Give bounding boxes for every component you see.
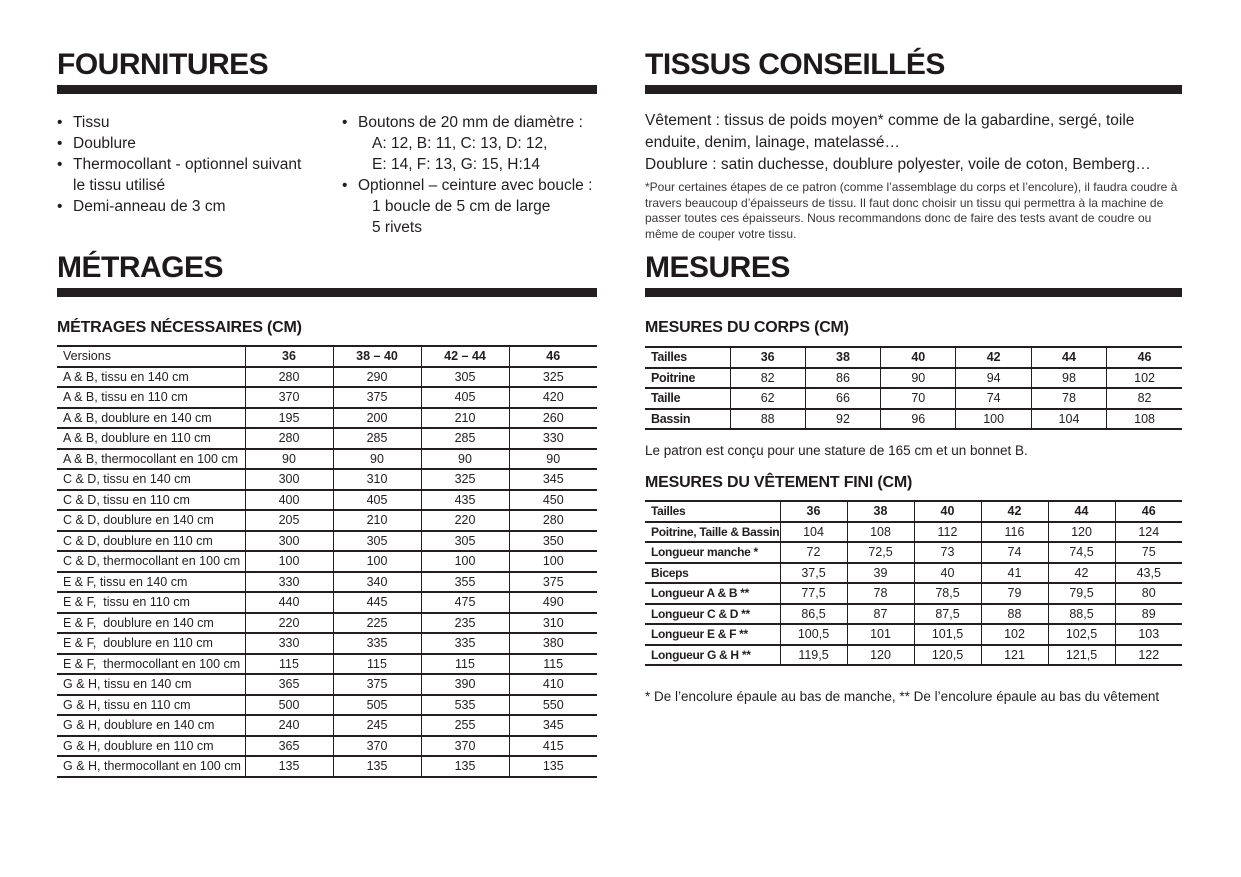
cell-value: 305: [421, 531, 509, 552]
table-row: [645, 409, 1182, 430]
cell-value: 330: [509, 428, 597, 449]
cell-value: 280: [245, 367, 333, 388]
cell-value: 310: [333, 469, 421, 490]
list-item-subline: le tissu utilisé: [73, 177, 166, 194]
table-row: [645, 604, 1182, 625]
column-header: 40: [881, 347, 956, 368]
cell-value: 335: [421, 633, 509, 654]
column-header: 42 – 44: [421, 346, 509, 367]
metrages-table: [57, 345, 597, 778]
cell-value: 122: [1115, 645, 1182, 666]
cell-value: 220: [421, 510, 509, 531]
cell-value: 330: [245, 572, 333, 593]
cell-value: 103: [1115, 624, 1182, 645]
cell-value: 82: [1107, 388, 1182, 409]
cell-value: 77,5: [780, 583, 847, 604]
cell-value: 115: [245, 654, 333, 675]
cell-value: 435: [421, 490, 509, 511]
cell-value: 120: [847, 645, 914, 666]
cell-value: 225: [333, 613, 421, 634]
cell-value: 96: [881, 409, 956, 430]
cell-value: 280: [509, 510, 597, 531]
cell-value: 115: [421, 654, 509, 675]
cell-value: 475: [421, 592, 509, 613]
table-row: [57, 654, 597, 675]
metrages-subtitle: MÉTRAGES NÉCESSAIRES (CM): [57, 319, 302, 336]
cell-value: 450: [509, 490, 597, 511]
table-row: [57, 736, 597, 757]
cell-value: 94: [956, 368, 1031, 389]
cell-value: 340: [333, 572, 421, 593]
cell-value: 98: [1031, 368, 1106, 389]
cell-value: 335: [333, 633, 421, 654]
cell-value: 100,5: [780, 624, 847, 645]
cell-value: 300: [245, 531, 333, 552]
cell-value: 90: [421, 449, 509, 470]
cell-value: 37,5: [780, 563, 847, 584]
list-item: [57, 133, 342, 154]
cell-value: 87: [847, 604, 914, 625]
table-row: [645, 522, 1182, 543]
cell-value: 82: [730, 368, 805, 389]
row-label: E & F, thermocollant en 100 cm: [63, 656, 241, 671]
cell-value: 62: [730, 388, 805, 409]
row-label: Bassin: [651, 411, 691, 426]
row-label: G & H, tissu en 140 cm: [63, 677, 192, 692]
mesures-corps-subtitle: MESURES DU CORPS (CM): [645, 319, 849, 336]
cell-value: 420: [509, 387, 597, 408]
row-label: Poitrine: [651, 370, 696, 385]
corner-label: Tailles: [651, 504, 686, 519]
list-item: [342, 175, 597, 196]
table-row: [645, 645, 1182, 666]
cell-value: 41: [981, 563, 1048, 584]
mesures-fini-subtitle: MESURES DU VÊTEMENT FINI (CM): [645, 474, 913, 491]
column-header: 44: [1048, 501, 1115, 522]
table-row: [645, 583, 1182, 604]
cell-value: 42: [1048, 563, 1115, 584]
cell-value: 79: [981, 583, 1048, 604]
cell-value: 365: [245, 674, 333, 695]
cell-value: 490: [509, 592, 597, 613]
row-label: C & D, doublure en 110 cm: [63, 533, 213, 548]
column-header: 36: [730, 347, 805, 368]
table-row: [57, 572, 597, 593]
table-row: [57, 695, 597, 716]
cell-value: 245: [333, 715, 421, 736]
cell-value: 235: [421, 613, 509, 634]
row-label: E & F, doublure en 110 cm: [63, 636, 213, 651]
bullet-icon: •: [57, 198, 63, 215]
cell-value: 135: [509, 756, 597, 777]
cell-value: 195: [245, 408, 333, 429]
cell-value: 108: [1107, 409, 1182, 430]
cell-value: 86,5: [780, 604, 847, 625]
fournitures-lists: [57, 112, 597, 238]
cell-value: 108: [847, 522, 914, 543]
cell-value: 300: [245, 469, 333, 490]
list-item-text: Thermocollant - optionnel suivant: [73, 156, 302, 173]
metrages-title: MÉTRAGES: [57, 251, 224, 284]
cell-value: 345: [509, 715, 597, 736]
column-header: 38: [805, 347, 880, 368]
cell-value: 92: [805, 409, 880, 430]
fini-footnote: * De l’encolure épaule au bas de manche, ** De l’encolure épaule au bas du vêtement: [645, 689, 1160, 704]
column-header: 38 – 40: [333, 346, 421, 367]
cell-value: 135: [245, 756, 333, 777]
row-label: G & H, thermocollant en 100 cm: [63, 759, 241, 774]
column-header: 42: [981, 501, 1048, 522]
cell-value: 285: [333, 428, 421, 449]
bullet-icon: •: [57, 135, 63, 152]
row-label: Taille: [651, 391, 681, 406]
cell-value: 102,5: [1048, 624, 1115, 645]
mesures-fini-table: [645, 500, 1182, 666]
cell-value: 375: [509, 572, 597, 593]
column-header: 46: [1115, 501, 1182, 522]
cell-value: 285: [421, 428, 509, 449]
list-item-text: Boutons de 20 mm de diamètre :: [358, 114, 583, 131]
cell-value: 115: [509, 654, 597, 675]
row-label: G & H, tissu en 110 cm: [63, 697, 191, 712]
row-label: A & B, tissu en 110 cm: [63, 390, 188, 405]
cell-value: 310: [509, 613, 597, 634]
row-label: A & B, thermocollant en 100 cm: [63, 451, 239, 466]
cell-value: 370: [245, 387, 333, 408]
bullet-icon: •: [342, 177, 348, 194]
table-row: [57, 510, 597, 531]
corner-label: Tailles: [651, 350, 687, 365]
cell-value: 355: [421, 572, 509, 593]
cell-value: 100: [245, 551, 333, 572]
cell-value: 325: [509, 367, 597, 388]
tissus-body-doublure: Doublure : satin duchesse, doublure polyester, voile de coton, Bemberg…: [645, 156, 1151, 173]
row-label: Biceps: [651, 565, 689, 580]
column-header: 44: [1031, 347, 1106, 368]
fournitures-title: FOURNITURES: [57, 48, 269, 81]
cell-value: 79,5: [1048, 583, 1115, 604]
cell-value: 350: [509, 531, 597, 552]
cell-value: 445: [333, 592, 421, 613]
left-column: [57, 0, 597, 877]
column-header: 36: [245, 346, 333, 367]
table-row: [57, 592, 597, 613]
cell-value: 305: [333, 531, 421, 552]
table-row: [57, 674, 597, 695]
cell-value: 135: [333, 756, 421, 777]
row-label: C & D, doublure en 140 cm: [63, 513, 214, 528]
cell-value: 70: [881, 388, 956, 409]
cell-value: 40: [914, 563, 981, 584]
list-item: [57, 112, 342, 133]
table-row: [57, 408, 597, 429]
cell-value: 410: [509, 674, 597, 695]
cell-value: 80: [1115, 583, 1182, 604]
cell-value: 380: [509, 633, 597, 654]
list-item-text: Tissu: [73, 114, 110, 131]
bullet-icon: •: [57, 114, 63, 131]
cell-value: 200: [333, 408, 421, 429]
right-column: [645, 0, 1182, 877]
column-header: 46: [509, 346, 597, 367]
cell-value: 119,5: [780, 645, 847, 666]
table-header-row: [645, 501, 1182, 522]
cell-value: 74: [981, 542, 1048, 563]
row-label: Longueur manche *: [651, 545, 758, 560]
cell-value: 116: [981, 522, 1048, 543]
cell-value: 210: [333, 510, 421, 531]
table-row: [57, 367, 597, 388]
row-label: Poitrine, Taille & Bassin: [651, 524, 780, 539]
cell-value: 86: [805, 368, 880, 389]
cell-value: 550: [509, 695, 597, 716]
cell-value: 39: [847, 563, 914, 584]
cell-value: 345: [509, 469, 597, 490]
cell-value: 73: [914, 542, 981, 563]
row-label: E & F, tissu en 140 cm: [63, 574, 188, 589]
cell-value: 365: [245, 736, 333, 757]
cell-value: 440: [245, 592, 333, 613]
table-row: [57, 428, 597, 449]
row-label: G & H, doublure en 140 cm: [63, 718, 215, 733]
list-item-text: Optionnel – ceinture avec boucle :: [358, 177, 593, 194]
row-label: Longueur E & F **: [651, 627, 748, 642]
mesures-divider-bar: [645, 288, 1182, 297]
row-label: C & D, tissu en 140 cm: [63, 472, 191, 487]
row-label: C & D, tissu en 110 cm: [63, 492, 190, 507]
row-label: A & B, doublure en 140 cm: [63, 410, 212, 425]
table-row: [57, 531, 597, 552]
cell-value: 90: [245, 449, 333, 470]
table-row: [57, 551, 597, 572]
row-label: G & H, doublure en 110 cm: [63, 738, 214, 753]
cell-value: 210: [421, 408, 509, 429]
row-label: A & B, doublure en 110 cm: [63, 431, 211, 446]
table-row: [57, 613, 597, 634]
list-item-subline: 1 boucle de 5 cm de large: [372, 198, 551, 215]
cell-value: 90: [881, 368, 956, 389]
tissus-body-vetement: Vêtement : tissus de poids moyen* comme de la gabardine, sergé, toile enduite, denim, lainage, matelassé…: [645, 112, 1135, 151]
cell-value: 255: [421, 715, 509, 736]
cell-value: 330: [245, 633, 333, 654]
cell-value: 280: [245, 428, 333, 449]
cell-value: 100: [956, 409, 1031, 430]
table-row: [57, 633, 597, 654]
list-item: [57, 154, 342, 175]
cell-value: 88,5: [1048, 604, 1115, 625]
cell-value: 325: [421, 469, 509, 490]
cell-value: 120,5: [914, 645, 981, 666]
cell-value: 78: [1031, 388, 1106, 409]
table-row: [57, 756, 597, 777]
cell-value: 260: [509, 408, 597, 429]
table-row: [57, 469, 597, 490]
column-header: 40: [914, 501, 981, 522]
cell-value: 121,5: [1048, 645, 1115, 666]
cell-value: 415: [509, 736, 597, 757]
column-header: 36: [780, 501, 847, 522]
cell-value: 90: [509, 449, 597, 470]
metrages-divider-bar: [57, 288, 597, 297]
bullet-icon: •: [57, 156, 63, 173]
column-header: 38: [847, 501, 914, 522]
cell-value: 104: [780, 522, 847, 543]
tissus-footnote: *Pour certaines étapes de ce patron (comme l’assemblage du corps et l’encolure), il faudra coudre à travers beaucoup d’épaisseurs de tissu. Il faut donc choisir un tissu qui permettra à la machine de passer toutes ces épaisseurs. Nous recommandons donc de faire des tests avant de coudre ou même de couper votre tissu.: [645, 180, 1178, 242]
cell-value: 240: [245, 715, 333, 736]
cell-value: 72: [780, 542, 847, 563]
table-row: [645, 388, 1182, 409]
fournitures-divider-bar: [57, 85, 597, 94]
list-item-subline: A: 12, B: 11, C: 13, D: 12,: [372, 135, 548, 152]
fournitures-list-right: [342, 112, 597, 238]
fournitures-list-left: [57, 112, 342, 238]
table-row: [645, 624, 1182, 645]
cell-value: 305: [421, 367, 509, 388]
cell-value: 75: [1115, 542, 1182, 563]
list-item: [342, 112, 597, 133]
cell-value: 505: [333, 695, 421, 716]
stature-note: Le patron est conçu pour une stature de 165 cm et un bonnet B.: [645, 443, 1028, 458]
cell-value: 290: [333, 367, 421, 388]
cell-value: 88: [730, 409, 805, 430]
row-label: E & F, doublure en 140 cm: [63, 615, 214, 630]
cell-value: 120: [1048, 522, 1115, 543]
list-item-text: Doublure: [73, 135, 136, 152]
table-header-row: [645, 347, 1182, 368]
cell-value: 90: [333, 449, 421, 470]
table-row: [57, 715, 597, 736]
list-item-subline: E: 14, F: 13, G: 15, H:14: [372, 156, 541, 173]
cell-value: 370: [421, 736, 509, 757]
cell-value: 102: [1107, 368, 1182, 389]
cell-value: 500: [245, 695, 333, 716]
tissus-title: TISSUS CONSEILLÉS: [645, 48, 945, 81]
cell-value: 78: [847, 583, 914, 604]
cell-value: 121: [981, 645, 1048, 666]
cell-value: 104: [1031, 409, 1106, 430]
cell-value: 102: [981, 624, 1048, 645]
cell-value: 89: [1115, 604, 1182, 625]
column-header: 42: [956, 347, 1031, 368]
cell-value: 87,5: [914, 604, 981, 625]
list-item-subline: 5 rivets: [372, 219, 422, 236]
row-label: C & D, thermocollant en 100 cm: [63, 554, 241, 569]
cell-value: 220: [245, 613, 333, 634]
cell-value: 400: [245, 490, 333, 511]
table-row: [645, 368, 1182, 389]
cell-value: 535: [421, 695, 509, 716]
cell-value: 390: [421, 674, 509, 695]
table-row: [57, 387, 597, 408]
table-header-row: [57, 346, 597, 367]
cell-value: 205: [245, 510, 333, 531]
bullet-icon: •: [342, 114, 348, 131]
cell-value: 375: [333, 387, 421, 408]
list-item: [57, 196, 342, 217]
mesures-title: MESURES: [645, 251, 790, 284]
cell-value: 72,5: [847, 542, 914, 563]
row-label: Longueur G & H **: [651, 647, 751, 662]
cell-value: 100: [333, 551, 421, 572]
cell-value: 43,5: [1115, 563, 1182, 584]
cell-value: 375: [333, 674, 421, 695]
cell-value: 115: [333, 654, 421, 675]
cell-value: 66: [805, 388, 880, 409]
cell-value: 112: [914, 522, 981, 543]
row-label: Longueur A & B **: [651, 586, 750, 601]
cell-value: 74: [956, 388, 1031, 409]
row-label: Longueur C & D **: [651, 606, 750, 621]
cell-value: 74,5: [1048, 542, 1115, 563]
cell-value: 100: [421, 551, 509, 572]
tissus-divider-bar: [645, 85, 1182, 94]
table-row: [57, 490, 597, 511]
cell-value: 124: [1115, 522, 1182, 543]
table-row: [645, 542, 1182, 563]
cell-value: 78,5: [914, 583, 981, 604]
table-row: [645, 563, 1182, 584]
cell-value: 101: [847, 624, 914, 645]
cell-value: 405: [333, 490, 421, 511]
corner-label: Versions: [63, 349, 111, 364]
cell-value: 405: [421, 387, 509, 408]
row-label: E & F, tissu en 110 cm: [63, 595, 190, 610]
table-row: [57, 449, 597, 470]
cell-value: 370: [333, 736, 421, 757]
column-header: 46: [1107, 347, 1182, 368]
list-item-text: Demi-anneau de 3 cm: [73, 198, 226, 215]
mesures-corps-table: [645, 346, 1182, 430]
cell-value: 88: [981, 604, 1048, 625]
row-label: A & B, tissu en 140 cm: [63, 369, 189, 384]
cell-value: 135: [421, 756, 509, 777]
cell-value: 101,5: [914, 624, 981, 645]
cell-value: 100: [509, 551, 597, 572]
